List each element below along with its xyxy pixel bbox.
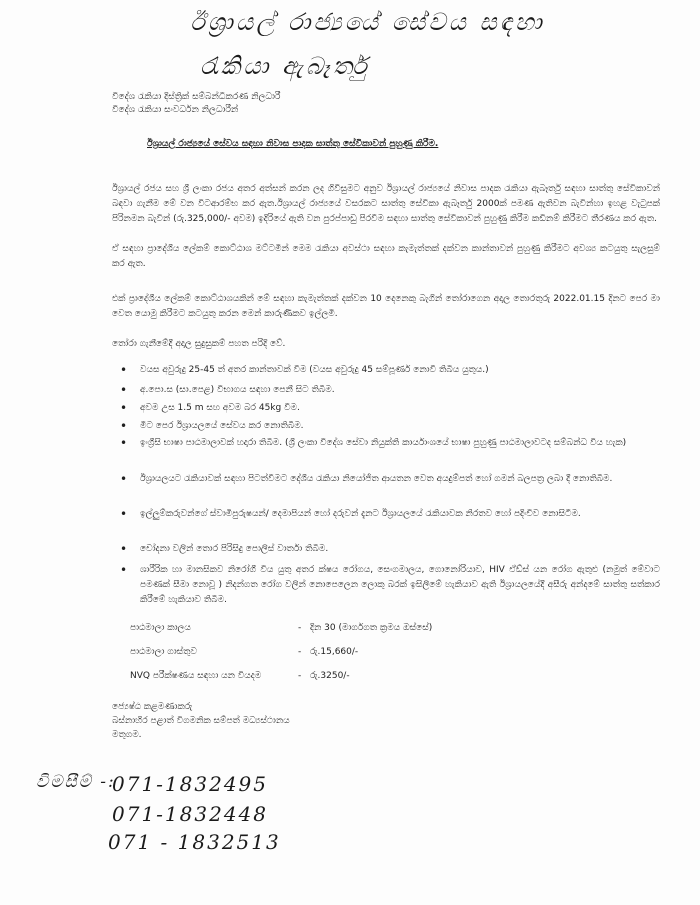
subject-line: ඊශ්‍රායල් රාජ්‍යයේ සේවය සඳහා නිවාස පාදක සාත්තු සේවිකාවන් පුහුණු කිරීම. bbox=[147, 139, 439, 149]
signature-organization: බස්නාහිර පළාත් විගමනික සම්පත් මධ්‍යස්ථානය bbox=[112, 716, 290, 726]
qualification-item bbox=[120, 401, 660, 416]
qualification-text: අවම උස 1.5 m සහ අවම බර 45kg වීම. bbox=[140, 403, 300, 413]
qualification-text: ඉංග්‍රීසි භාෂා පාඨමාලාවක් හදාරා තිබීම. (ශ්‍රී ලංකා විදේශ සේවා නියුක්ති කාර්යාංශයේ භාෂා පුහුණු පාඨමාලාවටද සම්බන්ධ විය හැක) bbox=[140, 438, 627, 448]
bullet-icon: • bbox=[120, 419, 128, 433]
bullet-icon: • bbox=[120, 472, 128, 486]
qualification-item bbox=[120, 419, 660, 434]
bullet-icon: • bbox=[120, 563, 128, 577]
recipient-line-2: විදේශ රැකියා සංවර්ධන නිලධාරීන් bbox=[112, 105, 239, 115]
bullet-icon: • bbox=[120, 507, 128, 521]
handwritten-heading-line-1: ඊශ්‍රායල් රාජ්‍යයේ සේවය සඳහා bbox=[190, 8, 545, 36]
phone-number: 071 - 1832513 bbox=[108, 830, 281, 854]
bullet-icon: • bbox=[120, 383, 128, 397]
qualification-item bbox=[120, 472, 660, 487]
course-detail-value: රු.15,660/- bbox=[310, 647, 359, 657]
body-paragraph-3: එක් ප්‍රාදේශීය ලේකම් කොට්ඨාශයකින් මේ සඳහා කැමැත්තක් දක්වන 10 දෙනෙකු බැගින් තෝරාගෙන අදාල තොරතුරු 2022.01.15 දිනට පෙර මා වෙත යොමු කිරීමට කටයුතු කරන මෙන් කාරුණිකව ඉල්ලමි. bbox=[112, 294, 660, 319]
course-detail-label: පාඨමාලා කාලය bbox=[130, 623, 191, 633]
course-detail-dash: - bbox=[298, 623, 302, 633]
bullet-icon: • bbox=[120, 542, 128, 556]
bullet-icon: • bbox=[120, 363, 128, 377]
bullet-icon: • bbox=[120, 401, 128, 415]
qualifications-intro: තෝරා ගැනීමේදී අදාල සුදුසුකම් පහත පරිදි වේ. bbox=[112, 339, 286, 349]
course-fee-row bbox=[130, 647, 358, 657]
qualification-text: අ.පො.ස (සා.පෙළ) විභාගය සඳහා පෙනී සිට තිබීම. bbox=[140, 385, 335, 395]
course-detail-dash: - bbox=[298, 671, 302, 681]
signature-location: මතුගම. bbox=[112, 730, 142, 740]
qualification-item bbox=[120, 542, 660, 557]
course-detail-dash: - bbox=[298, 647, 302, 657]
qualification-item bbox=[120, 363, 660, 378]
handwritten-heading-line-2: රැකියා ඇබෑර්තු bbox=[200, 52, 370, 80]
nvq-exam-cost-row bbox=[130, 671, 350, 681]
recipient-line-1: විදේශ රැකියා දිස්ත්‍රික් සම්බන්ධීකරණ නිලධාරී bbox=[112, 92, 281, 102]
signature-title: ජ්‍යෙෂ්ඨ කළමණාකරු bbox=[112, 702, 193, 712]
qualification-text: මීට පෙර ඊශ්‍රායලයේ සේවය කර නොතිබීම. bbox=[140, 421, 304, 431]
phone-number: 071-1832448 bbox=[112, 802, 269, 826]
qualification-text: ඉල්ලුම්කරුවන්ගේ ස්වාමිපුරුෂයන්/ දෙමාපියන් හෝ දරුවන් දැනට ඊශ්‍රායලයේ රැකියාවක නිරතව හෝ පදිංචිව නොසිටීම. bbox=[140, 509, 581, 519]
course-detail-label: NVQ පරීක්ෂණය සඳහා යන වියදම bbox=[130, 671, 262, 681]
inquiries-label: විමසීම් -: bbox=[36, 772, 116, 792]
body-paragraph-2: ඒ සඳහා ප්‍රාදේශීය ලේකම් කොට්ඨාශ මට්ටමින් මෙම රැකියා අවස්ථා සඳහා කැමැත්තක් දක්වන කාන්තාවන් පුහුණු කිරීමට අවශ්‍ය කටයුතු සැලසුම් කර ඇත. bbox=[112, 244, 660, 269]
qualification-item bbox=[120, 436, 660, 451]
course-detail-value: රු.3250/- bbox=[310, 671, 350, 681]
qualification-text: ඊශ්‍රායලයට රැකියාවක් සඳහා පිටත්වීමට දේශීය රැකියා නියෝජිත ආයතන වෙත අයදුම්පත් හෝ ගමන් බලපත්‍ර ලබා දී නොතිබීම. bbox=[140, 474, 613, 484]
qualification-text: ශාරීරික හා මානසිකව නිරෝගී විය යුතු අතර ක්ෂය රෝගය, සෙංගමාලය, ගොනෝරියාව, HIV ඒඩ්ස් යන රෝග ඇතුළු (නමුත් මේවාට පමණක් සීමා නොවූ ) නිදන්ගත රෝග වලින් නොපෙලෙන ලොකු බරක් ඉසිලීමේ හැකියාව ඇති ඊශ්‍රායලයේදී අසීරු අන්දමේ සාත්තු සත්කාර කිරීමේ හැකියාව තිබීම. bbox=[140, 565, 660, 605]
qualification-text: චෝදනා වලින් තොර පිරිසිදු පොලිස් වාර්තා තිබීම. bbox=[140, 544, 329, 554]
course-detail-label: පාඨමාලා ගාස්තුව bbox=[130, 647, 197, 657]
qualification-item bbox=[120, 563, 660, 608]
phone-number: 071-1832495 bbox=[112, 772, 269, 796]
course-detail-value: දින 30 (මාර්ගගත ක්‍රමය ඔස්සේ) bbox=[310, 623, 433, 633]
qualification-text: වයස අවුරුදු 25-45 ත් අතර කාන්තාවක් වීම (වයස අවුරුදු 45 සම්පූර්ණ නොවී තිබිය යුතුය.) bbox=[140, 365, 489, 375]
bullet-icon: • bbox=[120, 436, 128, 450]
qualification-item bbox=[120, 507, 660, 522]
body-paragraph-1: ඊශ්‍රායල් රජය සහ ශ්‍රී ලංකා රජය අතර අත්සන් කරන ලද ගිවිසුමට අනුව ඊශ්‍රායල් රාජ්‍යයේ නිවාස පාදක රැකියා ඇබෑර්තු සඳහා සාත්තු සේවිකාවන් බඳවා ගැනීම මේ වන විටආරම්භ කර ඇත.ඊශ්‍රායල් රාජ්‍යයේ වසරකට සාත්තු සේවිකා ඇබෑර්තු 2000ක් පමණ ඇතිවන බැවින්හා ඉහළ වැටුපක් පිරිනමන බැවින් (රු.325,000/- අවම) ඉදිරියේ ඇති වන පුරප්පාඩු පිරවීම සඳහා සාත්තු සේවිකාවන් පුහුණු කිරීම කඩිනම් කිරීමට තීරණය කර ඇත. bbox=[112, 184, 660, 224]
qualification-item bbox=[120, 383, 660, 398]
course-duration-row bbox=[130, 623, 432, 633]
